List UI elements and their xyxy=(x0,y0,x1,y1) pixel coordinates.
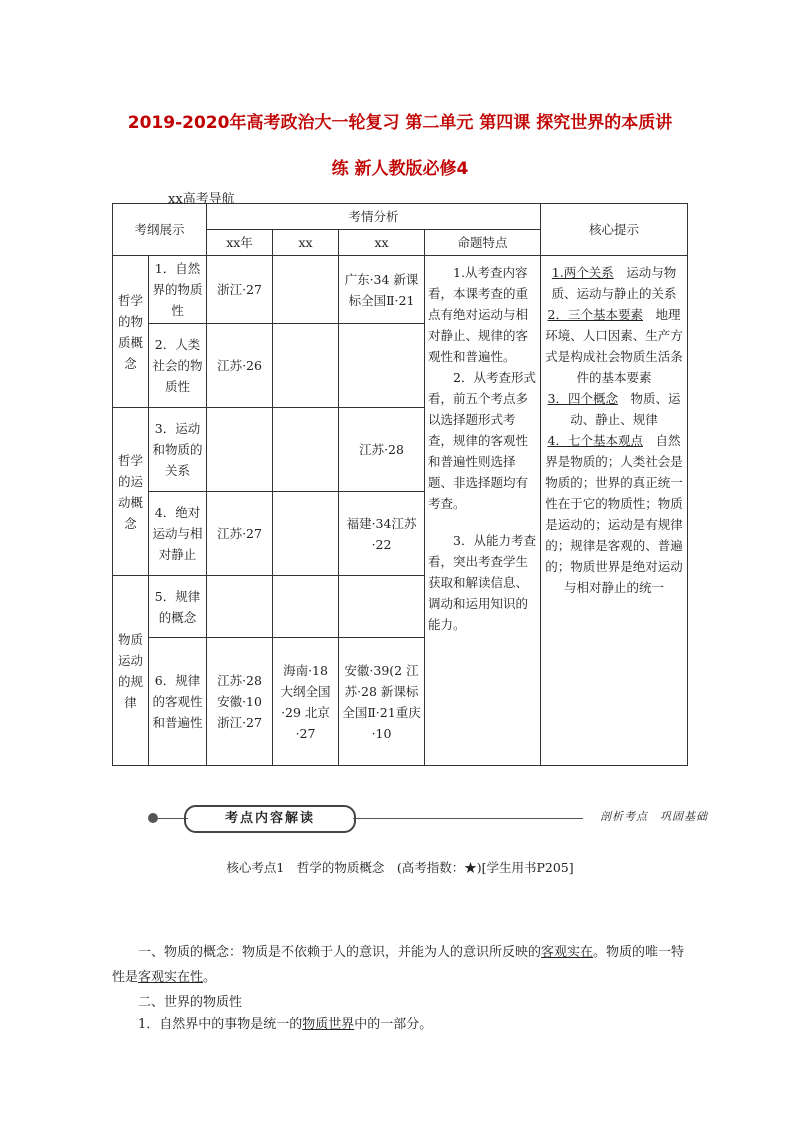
group-motion: 哲学的运动概念 xyxy=(113,408,149,576)
year3-cell: 广东·34 新课标全国Ⅱ·21 xyxy=(339,256,425,324)
document-title xyxy=(110,100,690,192)
outline-item: 6．规律的客观性和普遍性 xyxy=(149,638,207,766)
year1-cell: 江苏·27 xyxy=(207,492,273,576)
feature-p2: 2．从考查形式看，前五个考点多以选择题形式考查，规律的客观性和普遍性则选择题、非选择题均有考查。 xyxy=(428,370,536,511)
core-k4-title: 4．七个基本观点 xyxy=(547,433,643,448)
p3-text-a: 1．自然界中的事物是统一的 xyxy=(138,1017,303,1032)
outline-item: 1．自然界的物质性 xyxy=(149,256,207,324)
outline-item: 5．规律的概念 xyxy=(149,576,207,638)
paragraph-3 xyxy=(112,1012,692,1037)
header-year-2: xx xyxy=(273,230,339,256)
year1-cell xyxy=(207,408,273,492)
core-k3-title: 3．四个概念 xyxy=(547,391,618,406)
header-feature: 命题特点 xyxy=(425,230,541,256)
header-core: 核心提示 xyxy=(541,204,688,256)
year1-cell: 江苏·26 xyxy=(207,324,273,408)
year3-cell xyxy=(339,576,425,638)
year1-cell: 江苏·28 安徽·10 浙江·27 xyxy=(207,638,273,766)
year1-cell: 浙江·27 xyxy=(207,256,273,324)
core-k2-title: 2．三个基本要素 xyxy=(547,307,643,322)
title-line-1: 2019-2020年高考政治大一轮复习 第二单元 第四课 探究世界的本质讲 xyxy=(127,113,673,133)
year3-cell: 福建·34江苏·22 xyxy=(339,492,425,576)
outline-item: 3．运动和物质的关系 xyxy=(149,408,207,492)
core-k1-title: 1.两个关系 xyxy=(551,265,614,280)
year2-cell xyxy=(273,576,339,638)
core-k3-text: 物质、运动、静止、规律 xyxy=(570,391,681,427)
year2-cell: 海南·18 大纲全国·29 北京·27 xyxy=(273,638,339,766)
core-k3 xyxy=(544,388,684,430)
core-k1-text: 运动与物质、运动与静止的关系 xyxy=(551,265,677,301)
paragraph-1 xyxy=(112,940,692,990)
core-cell xyxy=(541,256,688,766)
year3-cell: 江苏·28 xyxy=(339,408,425,492)
p1-text-a: 一、物质的概念：物质是不依赖于人的意识，并能为人的意识所反映的 xyxy=(138,945,542,960)
header-year-1: xx年 xyxy=(207,230,273,256)
header-dot xyxy=(148,813,158,823)
group-law: 物质运动的规律 xyxy=(113,576,149,766)
year2-cell xyxy=(273,256,339,324)
p1-underline-1: 客观实在 xyxy=(541,945,594,960)
core-point-title: 核心考点1 哲学的物质概念 (高考指数：★)[学生用书P205] xyxy=(226,860,574,875)
core-k1 xyxy=(544,262,684,304)
section-subtitle: 剖析考点 巩固基础 xyxy=(600,810,708,823)
section-badge: 考点内容解读 xyxy=(184,805,356,833)
exam-navigation-label: xx高考导航 xyxy=(168,192,235,207)
header-line-right xyxy=(353,818,583,819)
header-analysis: 考情分析 xyxy=(207,204,541,230)
header-year-3: xx xyxy=(339,230,425,256)
year3-cell xyxy=(339,324,425,408)
p1-text-b: 。物质的唯一特性是 xyxy=(112,945,685,985)
section-header xyxy=(148,800,708,834)
paragraph-2: 二、世界的物质性 xyxy=(138,995,243,1010)
group-material: 哲学的物质概念 xyxy=(113,256,149,408)
title-line-2: 练 新人教版必修4 xyxy=(331,159,469,179)
p3-text-b: 中的一部分。 xyxy=(354,1017,433,1032)
feature-p1: 1.从考查内容看，本课考查的重点有绝对运动与相对静止、规律的客观性和普遍性。 xyxy=(428,265,529,364)
core-k2-text: 地理环境、人口因素、生产方式是构成社会物质生活条件的基本要素 xyxy=(545,307,683,385)
p1-underline-2: 客观实在性 xyxy=(138,970,204,985)
outline-item: 4．绝对运动与相对静止 xyxy=(149,492,207,576)
year2-cell xyxy=(273,324,339,408)
core-k2 xyxy=(544,304,684,388)
core-k4 xyxy=(544,430,684,598)
exam-outline-table xyxy=(112,203,688,766)
p1-text-c: 。 xyxy=(203,970,217,985)
outline-item: 2．人类社会的物质性 xyxy=(149,324,207,408)
p3-underline: 物质世界 xyxy=(302,1017,355,1032)
year2-cell xyxy=(273,492,339,576)
year2-cell xyxy=(273,408,339,492)
year1-cell xyxy=(207,576,273,638)
feature-p3: 3．从能力考查看，突出考查学生获取和解读信息、调动和运用知识的能力。 xyxy=(428,533,536,632)
header-outline: 考纲展示 xyxy=(113,204,207,256)
core-k4-text: 自然界是物质的；人类社会是物质的；世界的真正统一性在于它的物质性；物质是运动的；运动是有规律的；规律是客观的、普遍的；物质世界是绝对运动与相对静止的统一 xyxy=(545,433,683,595)
feature-cell xyxy=(425,256,541,766)
year3-cell: 安徽·39(2 江苏·28 新课标全国Ⅱ·21重庆·10 xyxy=(339,638,425,766)
